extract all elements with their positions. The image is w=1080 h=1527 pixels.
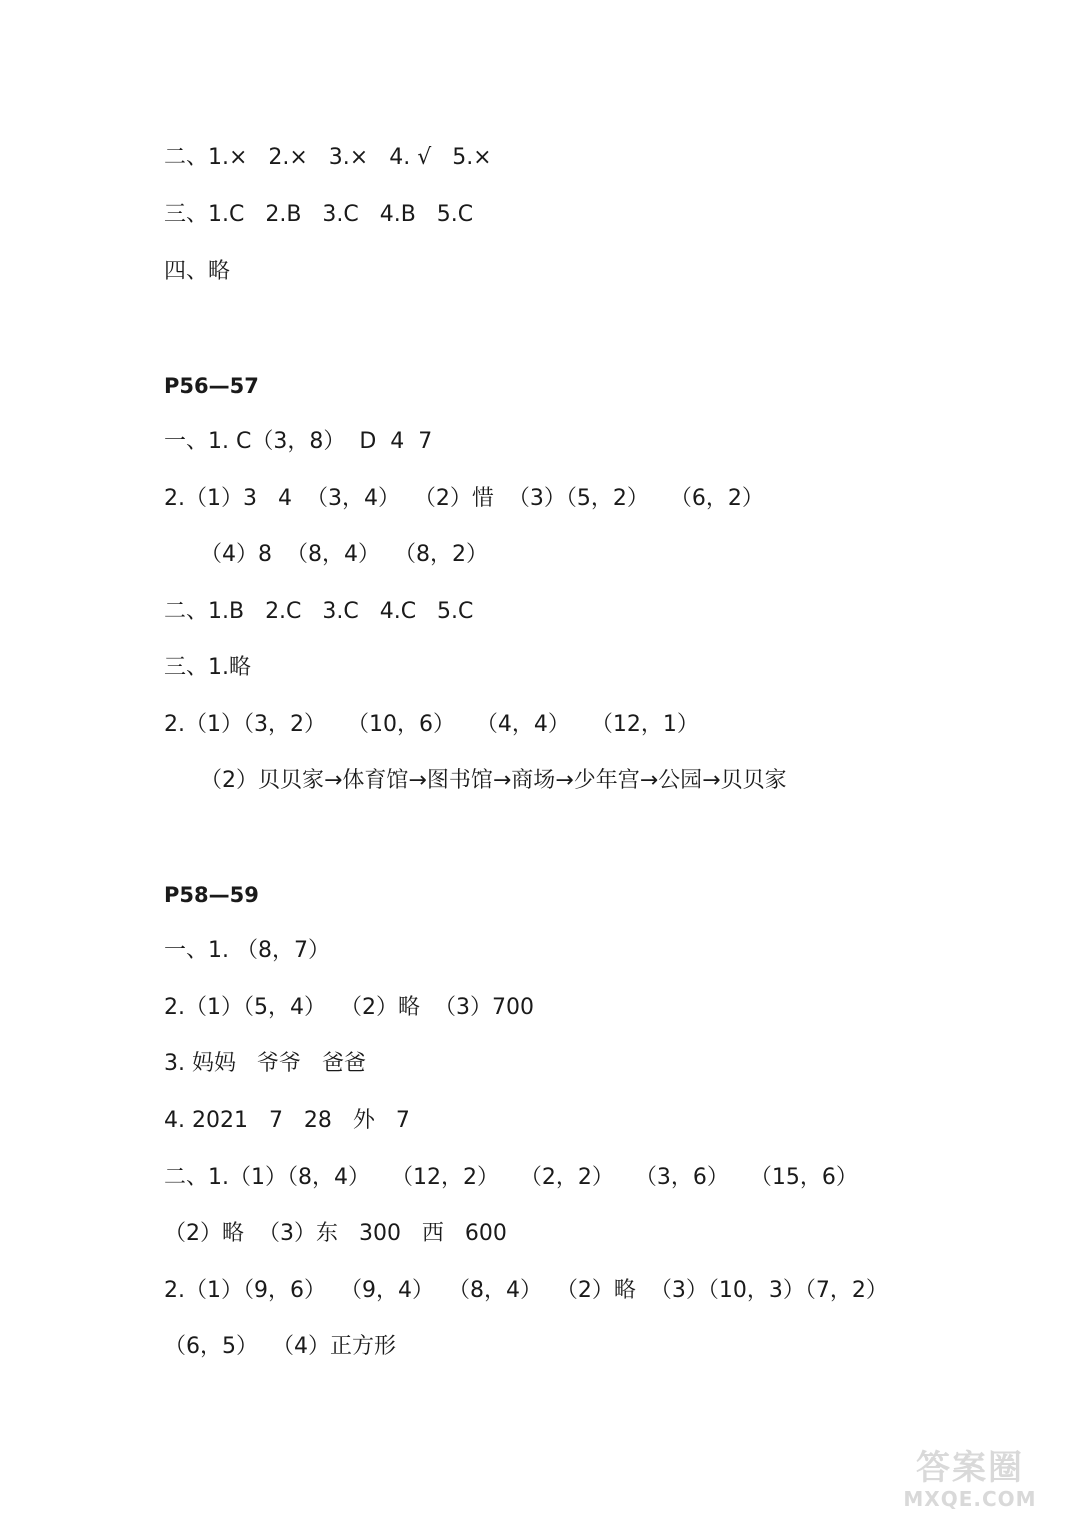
site-watermark xyxy=(890,1449,1050,1519)
answer-line: 三、1.略 xyxy=(164,655,251,680)
watermark-logo-text: 答案圈 xyxy=(916,1448,1024,1488)
answer-line: 4. 2021 7 28 外 7 xyxy=(164,1108,410,1133)
answer-line: 2.（1）（9，6） （9，4） （8，4） （2）略 （3）（10，3）（7，2） xyxy=(164,1278,888,1303)
answer-line: 四、略 xyxy=(164,259,231,284)
answer-line: 一、1. C（3，8） D 4 7 xyxy=(164,429,433,454)
answer-line: 二、1.× 2.× 3.× 4. √ 5.× xyxy=(164,145,492,170)
answer-line: 一、1. （8，7） xyxy=(164,938,330,963)
answer-line: 2.（1）（5，4） （2）略 （3）700 xyxy=(164,995,534,1020)
answer-line: 二、1.B 2.C 3.C 4.C 5.C xyxy=(164,599,474,624)
answer-line: 3. 妈妈 爷爷 爸爸 xyxy=(164,1051,366,1076)
answer-line: （6，5） （4）正方形 xyxy=(164,1334,396,1359)
answer-line: （2）略 （3）东 300 西 600 xyxy=(164,1221,507,1246)
answer-line: （2）贝贝家→体育馆→图书馆→商场→少年宫→公园→贝贝家 xyxy=(200,768,787,793)
section-heading: P58—59 xyxy=(164,883,259,907)
watermark-url: MXQE.COM xyxy=(903,1487,1037,1511)
answer-line: 二、1.（1）（8，4） （12，2） （2，2） （3，6） （15，6） xyxy=(164,1165,858,1190)
answer-line: 2.（1）3 4 （3，4） （2）惜 （3）（5，2） （6，2） xyxy=(164,486,764,511)
answer-line: 三、1.C 2.B 3.C 4.B 5.C xyxy=(164,202,474,227)
answer-line: （4）8 （8，4） （8，2） xyxy=(200,542,488,567)
section-heading: P56—57 xyxy=(164,374,259,398)
answer-line: 2.（1）（3，2） （10，6） （4，4） （12，1） xyxy=(164,712,699,737)
